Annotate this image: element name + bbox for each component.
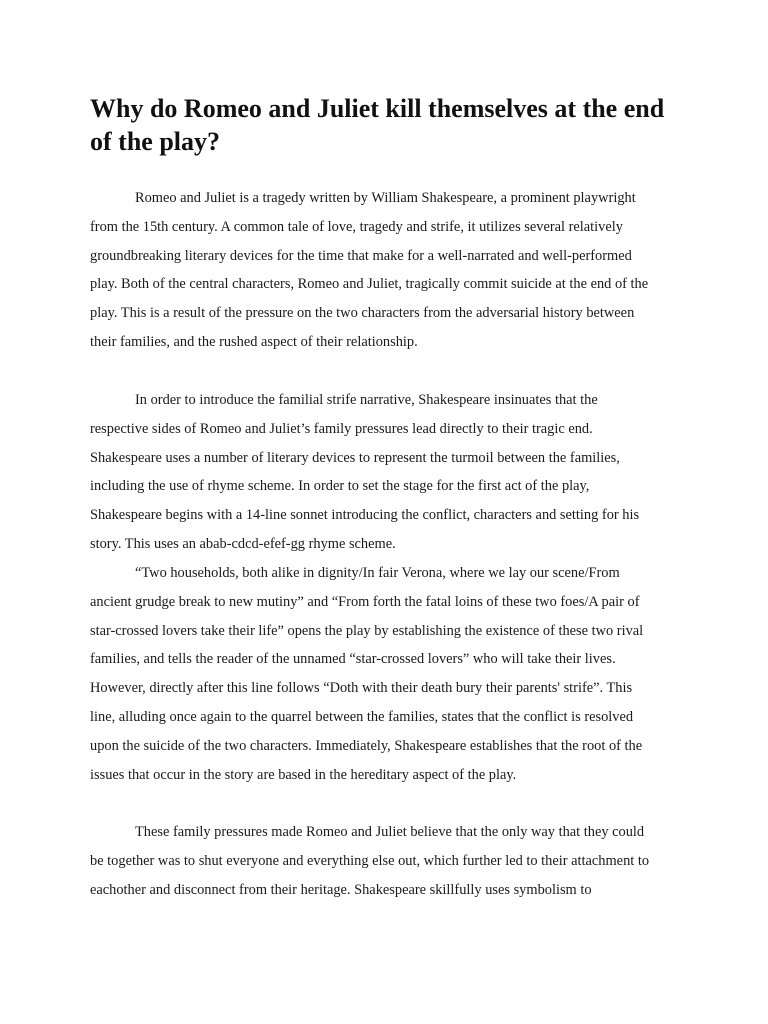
paragraph-line: play. This is a result of the pressure on the two characters from the adversarial history between xyxy=(90,305,635,322)
paragraph-line: Shakespeare uses a number of literary devices to represent the turmoil between the families, xyxy=(90,449,620,466)
paragraph-line: line, alluding once again to the quarrel between the families, states that the conflict is resolved xyxy=(90,708,634,725)
paragraph-line: In order to introduce the familial strife narrative, Shakespeare insinuates that the xyxy=(135,392,598,408)
paragraph-line: These family pressures made Romeo and Juliet believe that the only way that they could xyxy=(135,824,645,840)
paragraph-line: star-crossed lovers take their life” opens the play by establishing the existence of these two rival xyxy=(90,622,644,639)
paragraph-line: story. This uses an abab-cdcd-efef-gg rhyme scheme. xyxy=(90,535,396,552)
paragraph-line: However, directly after this line follows “Doth with their death bury their parents' strife”. This xyxy=(90,680,633,697)
paragraph-line: be together was to shut everyone and everything else out, which further led to their attachment to xyxy=(90,852,650,869)
paragraph-line: upon the suicide of the two characters. Immediately, Shakespeare establishes that the root of the xyxy=(90,737,643,754)
paragraph-4 xyxy=(90,818,690,904)
paragraph-line: Shakespeare begins with a 14-line sonnet introducing the conflict, characters and setting for his xyxy=(90,507,640,524)
paragraph-line: eachother and disconnect from their heritage. Shakespeare skillfully uses symbolism to xyxy=(90,881,592,898)
paragraph-line: families, and tells the reader of the unnamed “star-crossed lovers” who will take their lives. xyxy=(90,651,616,668)
paragraph-line: “Two households, both alike in dignity/In fair Verona, where we lay our scene/From xyxy=(135,565,620,581)
paragraph-line: their families, and the rushed aspect of their relationship. xyxy=(90,333,418,350)
paragraph-line: from the 15th century. A common tale of love, tragedy and strife, it utilizes several relatively xyxy=(90,218,623,235)
paragraph-3 xyxy=(90,559,690,789)
paragraph-line: play. Both of the central characters, Romeo and Juliet, tragically commit suicide at the end of the xyxy=(90,276,649,293)
paragraph-line: ancient grudge break to new mutiny” and “From forth the fatal loins of these two foes/A pair of xyxy=(90,593,640,610)
paragraph-line: including the use of rhyme scheme. In order to set the stage for the first act of the play, xyxy=(90,478,590,495)
paragraph-line: respective sides of Romeo and Juliet’s family pressures lead directly to their tragic end. xyxy=(90,420,593,437)
paragraph-2 xyxy=(90,386,690,559)
document-title: Why do Romeo and Juliet kill themselves at the end of the play? xyxy=(90,94,665,156)
paragraph-line: issues that occur in the story are based in the hereditary aspect of the play. xyxy=(90,766,517,783)
paragraph-line: Romeo and Juliet is a tragedy written by William Shakespeare, a prominent playwright xyxy=(135,190,636,206)
paragraph-1 xyxy=(90,184,690,357)
paragraph-line: groundbreaking literary devices for the time that make for a well-narrated and well-performed xyxy=(90,247,632,264)
